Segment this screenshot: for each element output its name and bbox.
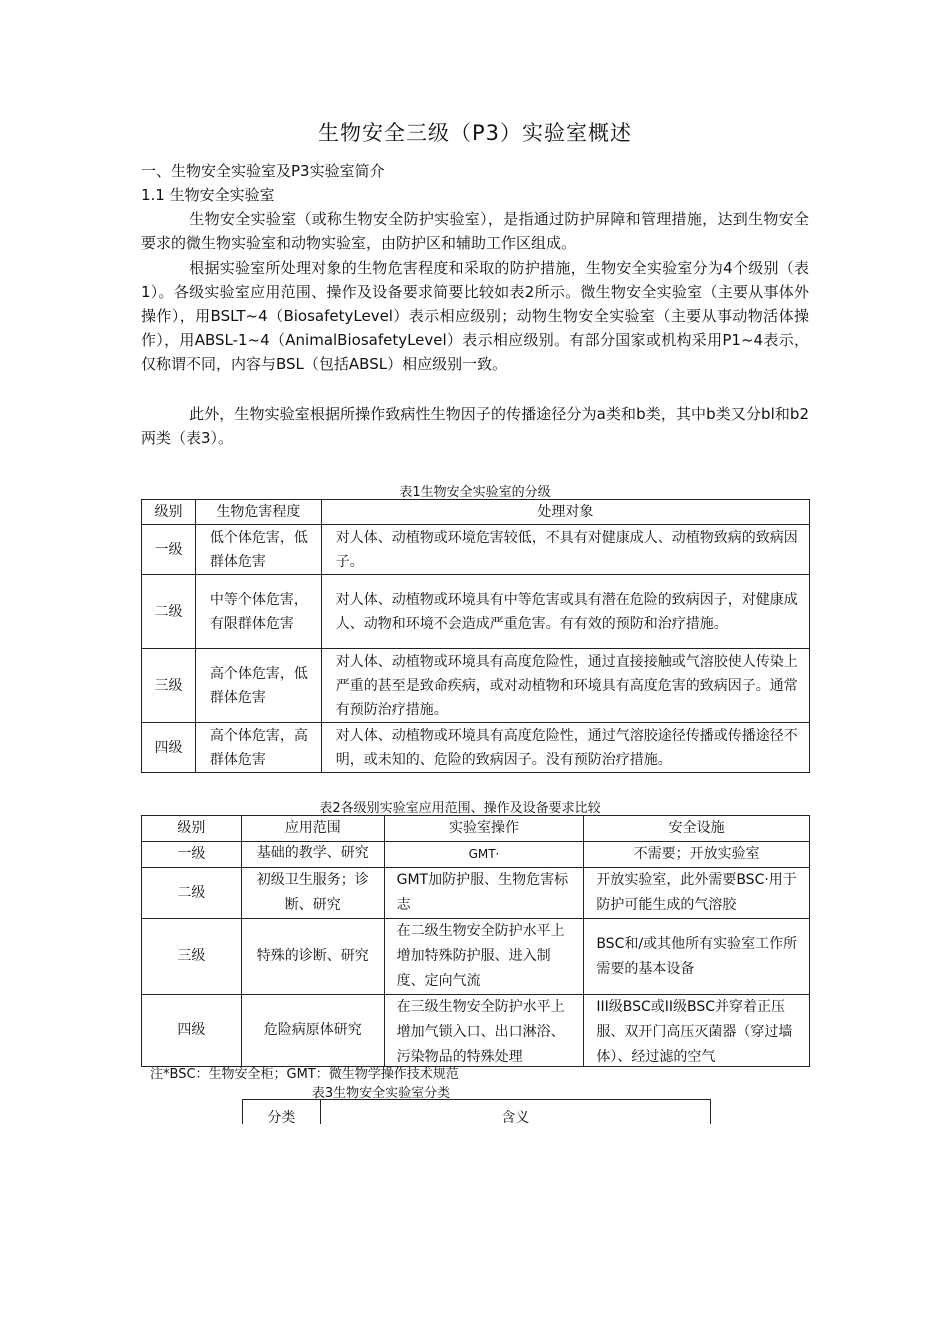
table2-ops: 在三级生物安全防护水平上增加气锁入口、出口淋浴、污染物品的特殊处理	[396, 999, 565, 1065]
table1-target: 对人体、动植物或环境具有高度危险性，通过直接接触或气溶胶使人传染上严重的甚至是致命疾病，或对动植物和环境具有高度危害的致病因子。通常有预防治疗措施。	[321, 649, 809, 723]
table1-hazard: 高个体危害，高群体危害	[195, 723, 321, 773]
table3-header-meaning: 含义	[320, 1100, 710, 1125]
table-row	[142, 995, 810, 1067]
table2-caption: 表2各级别实验室应用范围、操作及设备要求比较	[319, 801, 601, 816]
table1-hazard: 中等个体危害，有限群体危害	[195, 575, 321, 649]
table1-header-target: 处理对象	[321, 500, 809, 525]
table1-caption: 表1生物安全实验室的分级	[399, 485, 551, 500]
paragraph-2-text: 根据实验室所处理对象的生物危害程度和采取的防护措施，生物安全实验室分为4个级别（表1）。各级实验室应用范围、操作及设备要求简要比较如表2所示。微生物安全实验室（主要从事体外操作），用BSLT~4（BiosafetyLevel）表示相应级别；动物生物安全实验室（主要从事动物活体操作），用ABSL-1~4（AnimalBiosafetyLevel）表示相应级别。有部分国家或机构采用P1~4表示，仅称谓不同，内容与BSL（包括ABSL）相应级别一致。	[141, 259, 809, 373]
table2-ops: GMT·	[384, 842, 584, 868]
table2-level: 四级	[142, 995, 242, 1067]
table1-level: 三级	[142, 649, 196, 723]
table2-safety: 开放实验室，此外需要BSC·用于防护可能生成的气溶胶	[584, 868, 810, 919]
table1-level: 一级	[142, 525, 196, 575]
table1	[141, 499, 810, 773]
table2-ops: 在二级生物安全防护水平上增加特殊防护服、进入制度、定向气流	[384, 919, 584, 995]
table2-header-ops: 实验室操作	[384, 816, 584, 842]
table-row	[142, 868, 810, 919]
table2-header-safety: 安全设施	[584, 816, 810, 842]
table2-scope: 特殊的诊断、研究	[241, 919, 384, 995]
table-row	[142, 525, 810, 575]
table-row	[142, 575, 810, 649]
document-title: 生物安全三级（P3）实验室概述	[317, 121, 633, 145]
paragraph-3-text: 此外，生物实验室根据所操作致病性生物因子的传播途径分为a类和b类，其中b类又分bl和b2两类（表3）。	[141, 405, 809, 447]
table3	[242, 1099, 711, 1124]
table1-header-row	[142, 500, 810, 525]
table2-scope: 基础的教学、研究	[256, 844, 369, 861]
table2-level: 三级	[142, 919, 242, 995]
table3-header-row	[243, 1100, 711, 1125]
table2-header-level: 级别	[142, 816, 242, 842]
table1-header-level: 级别	[142, 500, 196, 525]
table2-safety: 不需要；开放实验室	[584, 842, 810, 868]
table2-level: 二级	[142, 868, 242, 919]
table2-scope: 危险病原体研究	[241, 995, 384, 1067]
table2-safety: III级BSC或II级BSC并穿着正压服、双开门高压灭菌器（穿过墙体）、经过滤的空气	[596, 999, 793, 1065]
table2-ops: GMT加防护服、生物危害标志	[384, 868, 584, 919]
paragraph-3	[141, 402, 809, 450]
table2-safety-cell	[584, 995, 810, 1067]
table1-level: 四级	[142, 723, 196, 773]
table2-safety: BSC和/或其他所有实验室工作所需要的基本设备	[584, 919, 810, 995]
table1-level: 二级	[142, 575, 196, 649]
table3-header-category: 分类	[243, 1100, 321, 1125]
table-row	[142, 649, 810, 723]
table3-clip	[242, 1099, 711, 1124]
table-row	[142, 723, 810, 773]
section-heading: 一、生物安全实验室及P3实验室简介	[141, 162, 385, 180]
table1-hazard: 高个体危害，低群体危害	[195, 649, 321, 723]
table2-header-row	[142, 816, 810, 842]
table2-scope-cell	[241, 842, 384, 868]
table2-level: 一级	[142, 842, 242, 868]
table1-target: 对人体、动植物或环境具有高度危险性，通过气溶胶途径传播或传播途径不明，或未知的、危险的致病因子。没有预防治疗措施。	[321, 723, 809, 773]
paragraph-1	[141, 207, 809, 255]
table-row	[142, 842, 810, 868]
table2	[141, 815, 810, 1067]
table2-header-scope: 应用范围	[241, 816, 384, 842]
table1-target: 对人体、动植物或环境具有中等危害或具有潜在危险的致病因子，对健康成人、动物和环境不会造成严重危害。有有效的预防和治疗措施。	[321, 575, 809, 649]
table1-target: 对人体、动植物或环境危害较低，不具有对健康成人、动植物致病的致病因子。	[321, 525, 809, 575]
table2-scope: 初级卫生服务；诊断、研究	[241, 868, 384, 919]
table-note: 注*BSC：生物安全柜；GMT：微生物学操作技术规范	[150, 1067, 459, 1082]
table1-header-hazard: 生物危害程度	[195, 500, 321, 525]
paragraph-1-text: 生物安全实验室（或称生物安全防护实验室），是指通过防护屏障和管理措施，达到生物安全要求的微生物实验室和动物实验室，由防护区和辅助工作区组成。	[141, 210, 809, 252]
table-row	[142, 919, 810, 995]
subsection-heading: 1.1 生物安全实验室	[141, 186, 275, 204]
table1-hazard: 低个体危害，低群体危害	[195, 525, 321, 575]
paragraph-2	[141, 256, 809, 376]
table3-caption: 表3生物安全实验室分类	[311, 1086, 451, 1101]
table2-ops-cell	[384, 995, 584, 1067]
